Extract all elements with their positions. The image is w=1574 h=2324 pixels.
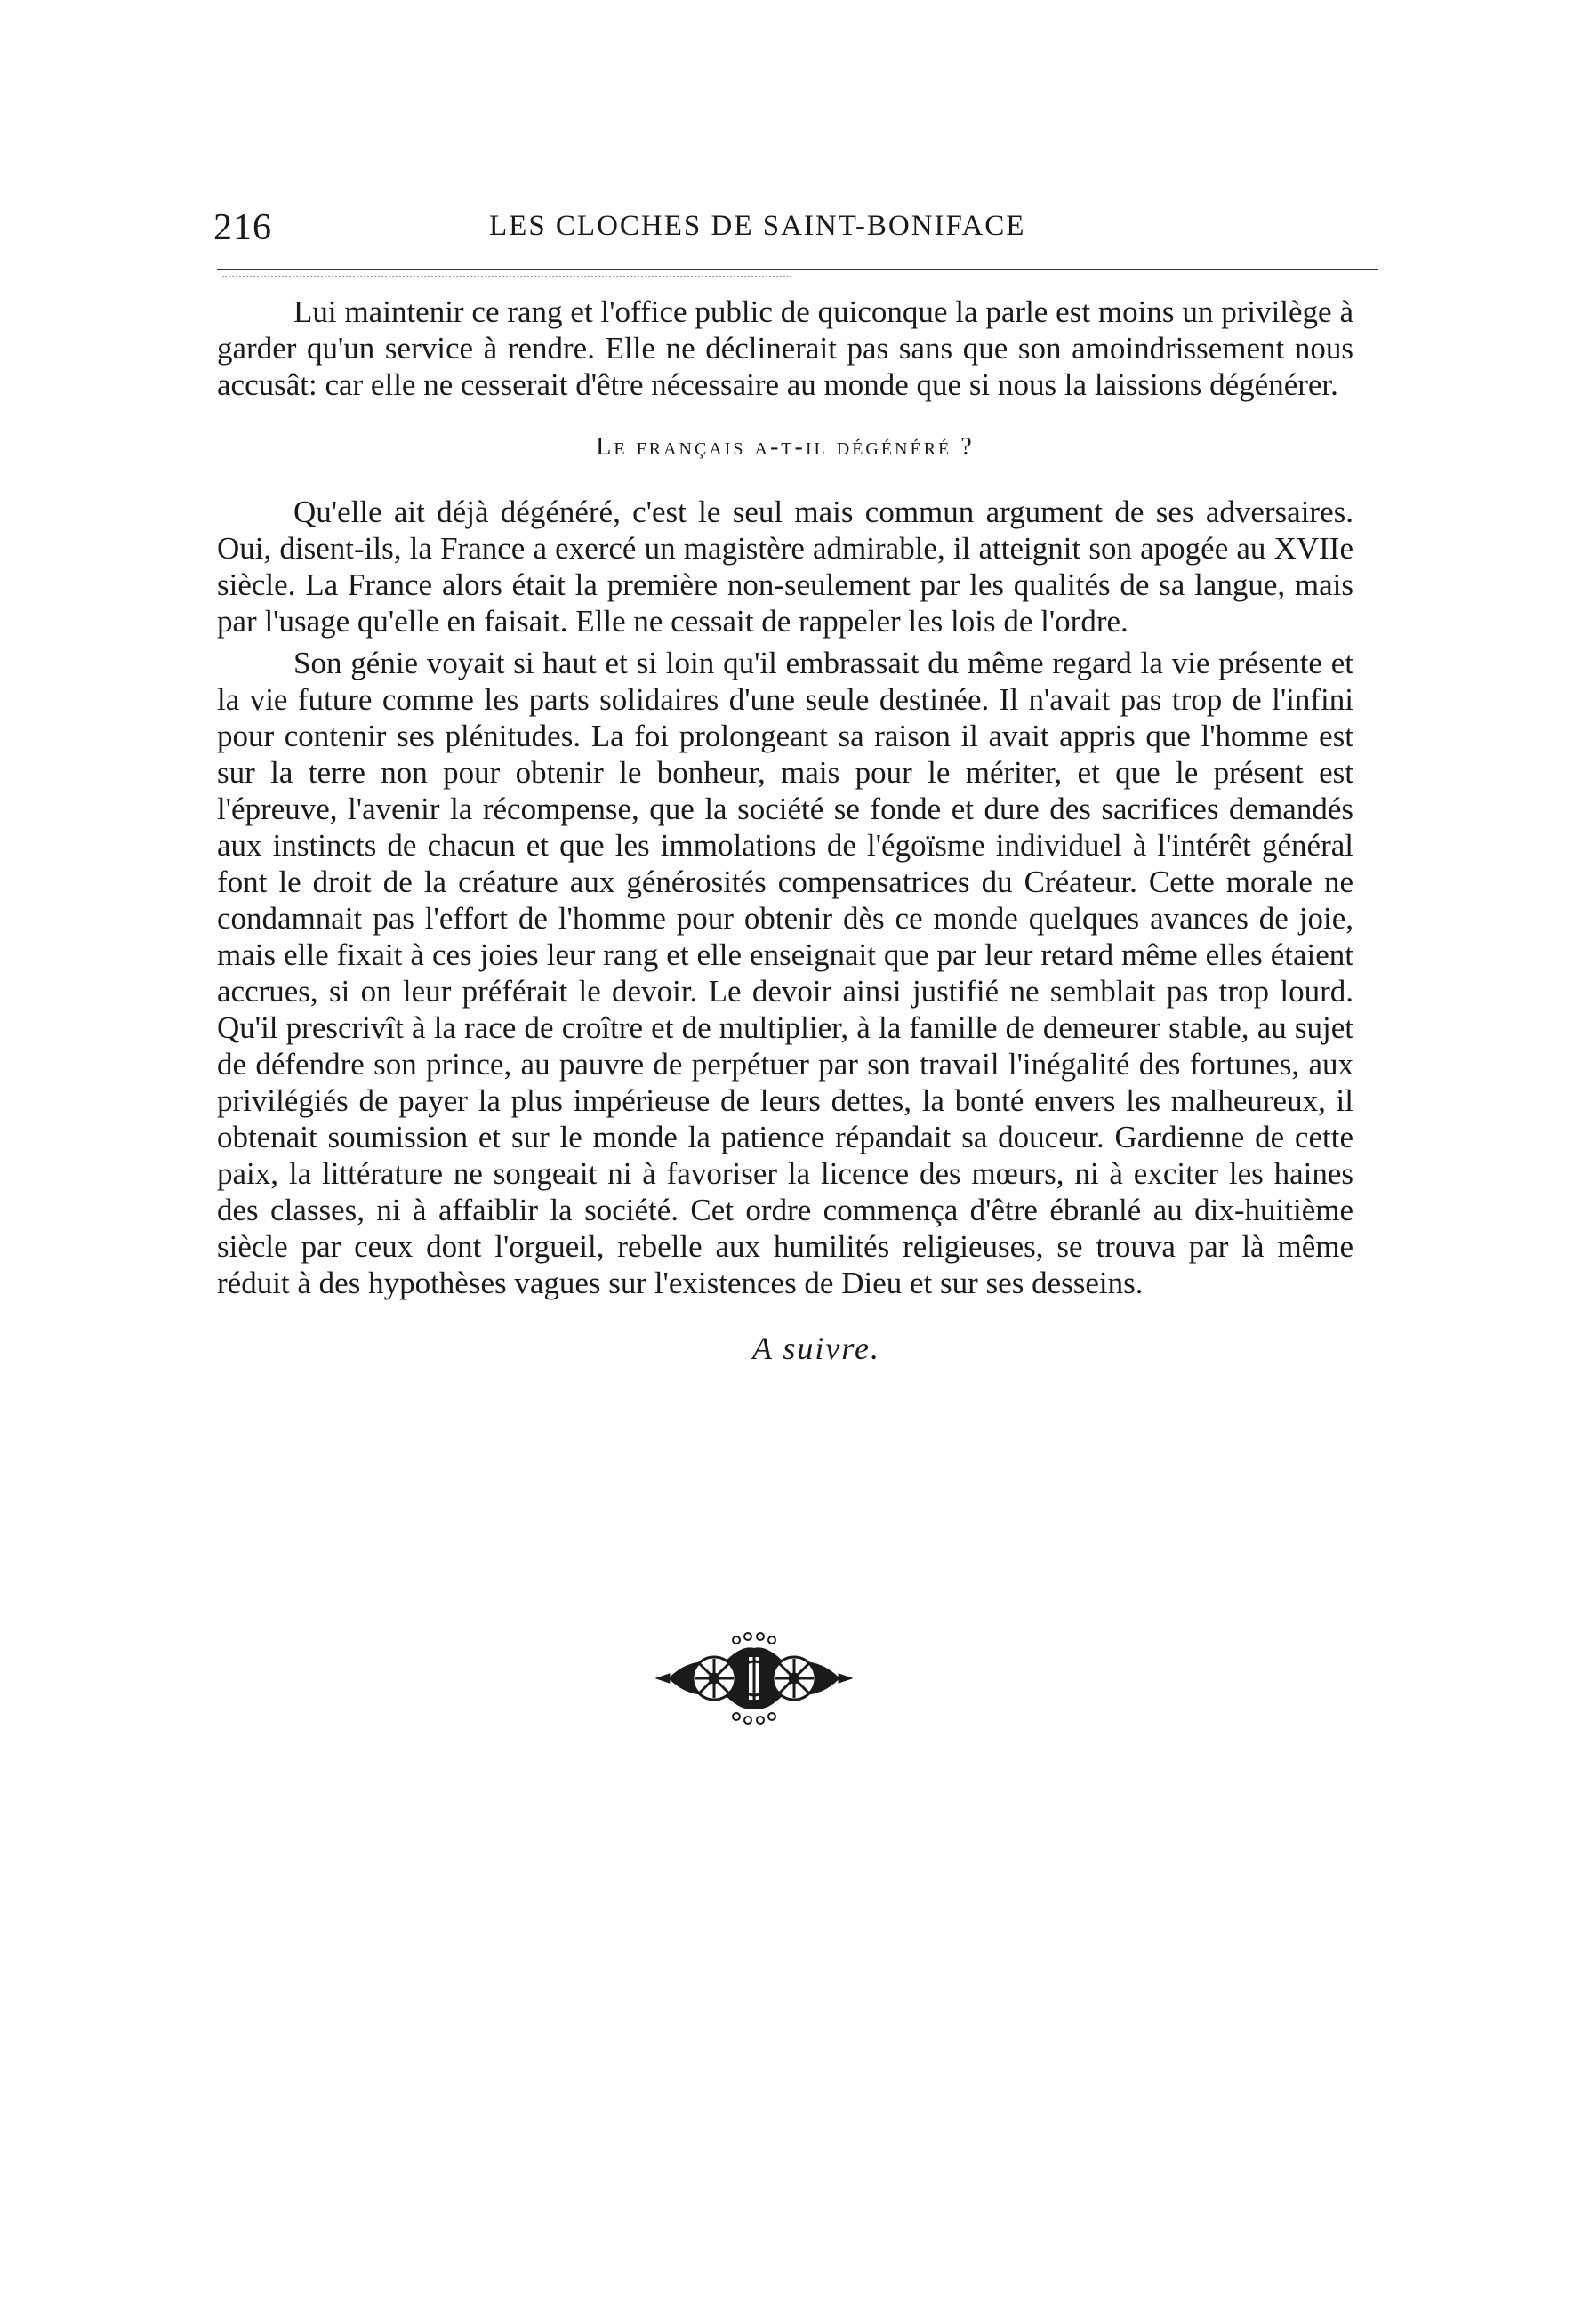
section-heading: Le français a-t-il dégénéré ? (596, 433, 975, 461)
page-number: 216 (213, 207, 272, 248)
header-rule (217, 269, 1378, 270)
paragraph-2: Qu'elle ait déjà dégénéré, c'est le seul mais commun argument de ses adversaires. Oui, disent-ils, la France a exercé un magistère admirable, il atteignit son apogée au XVIIe siècle. La France alors était la première non-seulement par les qualités de sa langue, mais par l'usage qu'elle en faisait. Elle ne cessait de rappeler les lois de l'ordre. (217, 495, 1353, 639)
to-be-continued: A suivre. (752, 1331, 880, 1366)
body-text (217, 294, 1353, 1367)
running-title: LES CLOCHES DE SAINT-BONIFACE (489, 210, 1026, 242)
header-rule-dots (222, 276, 791, 277)
paragraph-1: Lui maintenir ce rang et l'office public de quiconque la parle est moins un privilège à garder qu'un service à rendre. Elle ne déclinerait pas sans que son amoindrissement nous accusât: car elle ne cesserait d'être nécessaire au monde que si nous la laissions dégénérer. (217, 294, 1353, 402)
paragraph-3: Son génie voyait si haut et si loin qu'il embrassait du même regard la vie présente et la vie future comme les parts solidaires d'une seule destinée. Il n'avait pas trop de l'infini pour contenir ses plénitudes. La foi prolongeant sa raison il avait appris que l'homme est sur la terre non pour obtenir le bonheur, mais pour le mériter, et que le présent est l'épreuve, l'avenir la récompense, que la société se fonde et dure des sacrifices demandés aux instincts de chacun et que les immolations de l'égoïsme individuel à l'intérêt général font le droit de la créature aux générosités compensatrices du Créateur. Cette morale ne condamnait pas l'effort de l'homme pour obtenir dès ce monde quelques avances de joie, mais elle fixait à ces joies leur rang et elle enseignait que par leur retard même elles étaient accrues, si on leur préférait le devoir. Le devoir ainsi justifié ne semblait pas trop lourd. Qu'il prescrivît à la race de croître et de multiplier, à la famille de demeurer stable, au sujet de défendre son prince, au pauvre de perpétuer par son travail l'inégalité des fortunes, aux privilégiés de payer la plus impérieuse de leurs dettes, la bonté envers les malheureux, il obtenait soumission et sur le monde la patience répandait sa douceur. Gardienne de cette paix, la littérature ne songeait ni à favoriser la licence des mœurs, ni à exciter les haines des classes, ni à affaiblir la société. Cet ordre commença d'être ébranlé au dix-huitième siècle par ceux dont l'orgueil, rebelle aux humilités religieuses, se trouva par là même réduit à des hypothèses vagues sur l'existences de Dieu et sur ses desseins. (217, 646, 1353, 1300)
rosette-tailpiece-ornament-icon (652, 1629, 856, 1727)
page-header (213, 206, 1383, 260)
